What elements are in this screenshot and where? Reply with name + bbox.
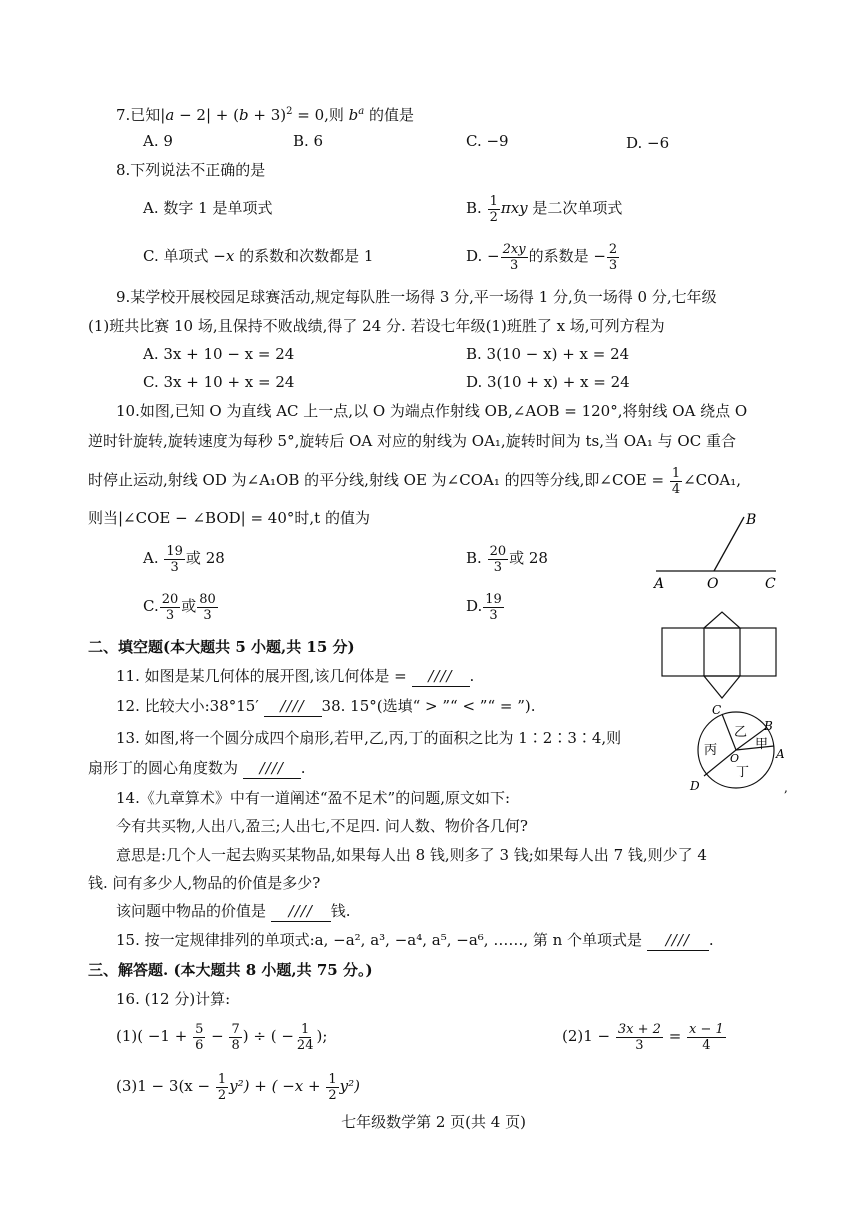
q11-text: 11. 如图是某几何体的展开图,该几何体是 = //// .	[116, 667, 475, 685]
net-bottom-triangle	[704, 676, 740, 698]
net-top-triangle	[704, 612, 740, 628]
q14-line1: 14.《九章算术》中有一道阐述“盈不足术”的问题,原文如下:	[116, 789, 511, 807]
q15-text: 15. 按一定规律排列的单项式:a, −a², a³, −a⁴, a⁵, −a⁶, ……, 第 n 个单项式是 //// .	[116, 931, 714, 949]
q8-stem: 8.下列说法不正确的是	[116, 161, 266, 179]
q9-option-a: A. 3x + 10 − x = 24	[143, 345, 295, 363]
section2-heading: 二、填空题(本大题共 5 小题,共 15 分)	[88, 638, 355, 656]
q15-blank[interactable]: ////	[647, 930, 709, 951]
label-ding: 丁	[736, 765, 750, 780]
q10-option-c: C. $\frac{20}{3}$ 或 $\frac{80}{3}$	[143, 591, 216, 623]
q7-stem: 7.已知$|a - 2| + (b + 3)^2 = 0$,则 $b^a$ 的值是	[116, 106, 415, 124]
q8-option-d: D. − $\frac{2xy}{3}$ 的系数是 − $\frac{2}{3}$	[466, 241, 618, 273]
q8-option-a: A. 数字 1 是单项式	[143, 199, 273, 217]
q10-option-b: B. $\frac{20}{3}$ 或 28	[466, 543, 548, 575]
q11-blank[interactable]: ////	[412, 666, 470, 687]
comma-mark: ,	[784, 781, 788, 795]
q10-line4: 则当|∠COE − ∠BOD| = 40°时,t 的值为	[88, 509, 370, 527]
q13-circle-figure	[682, 700, 792, 800]
q16-stem: 16. (12 分)计算:	[116, 990, 231, 1008]
label-c: C	[765, 576, 776, 592]
q9-line1: 9.某学校开展校园足球赛活动,规定每队胜一场得 3 分,平一场得 1 分,负一场得 0 分,七年级	[116, 288, 717, 306]
q10-option-d: D. $\frac{19}{3}$	[466, 591, 502, 623]
section3-heading: 三、解答题. (本大题共 8 小题,共 75 分。)	[88, 961, 373, 979]
label-o: O	[730, 752, 740, 765]
q9-option-d: D. 3(10 + x) + x = 24	[466, 373, 630, 391]
q12-text: 12. 比较大小:38°15′ //// 38. 15°(选填“ > ”“ < ”“ = ”).	[116, 697, 536, 715]
q7-option-b: B. 6	[293, 132, 324, 150]
label-o: O	[707, 576, 719, 592]
label-d: D	[690, 779, 700, 793]
q16-part1: (1)( −1 + $\frac{5}{6}$ − $\frac{7}{8}$ ) ÷ ( − $\frac{1}{24}$ );	[116, 1021, 328, 1053]
label-a: A	[654, 576, 665, 592]
q8-option-c: C. 单项式 −x 的系数和次数都是 1	[143, 247, 374, 265]
q10-line1: 10.如图,已知 O 为直线 AC 上一点,以 O 为端点作射线 OB,∠AOB = 120°,将射线 OA 绕点 O	[116, 402, 748, 420]
label-bing: 丙	[704, 743, 718, 758]
ray-ob	[714, 517, 744, 571]
q10-option-a: A. $\frac{19}{3}$ 或 28	[143, 543, 225, 575]
q7-option-a: A. 9	[143, 132, 173, 150]
q11-net-figure	[660, 610, 780, 702]
page-footer: 七年级数学第 2 页(共 4 页)	[341, 1113, 526, 1131]
q9-line2: (1)班共比赛 10 场,且保持不败战绩,得了 24 分. 若设七年级(1)班胜了 x 场,可列方程为	[88, 317, 665, 335]
q13-line2: 扇形丁的圆心角度数为 //// .	[88, 759, 306, 777]
q10-line3: 时停止运动,射线 OD 为∠A₁OB 的平分线,射线 OE 为∠COA₁ 的四等分线,即∠COE = $\frac{1}{4}$ ∠COA₁,	[88, 465, 742, 497]
q16-part2: (2)1 − $\frac{3x + 2}{3}$ = $\frac{x - 1}{4}$	[562, 1021, 724, 1053]
label-jia: 甲	[755, 737, 769, 752]
net-outer-rect	[662, 628, 776, 676]
q10-line2: 逆时针旋转,旋转速度为每秒 5°,旋转后 OA 对应的射线为 OA₁,旋转时间为 ts,当 OA₁ 与 OC 重合	[88, 432, 736, 450]
label-yi: 乙	[734, 725, 748, 740]
q16-part3: (3)1 − 3(x − $\frac{1}{2}$ y²) + ( −x + $\frac{1}{2}$ y²)	[116, 1071, 360, 1103]
label-a: A	[776, 747, 785, 761]
label-b: B	[746, 512, 757, 528]
q9-option-b: B. 3(10 − x) + x = 24	[466, 345, 630, 363]
label-c: C	[712, 703, 722, 717]
q14-line2: 今有共买物,人出八,盈三;人出七,不足四. 问人数、物价各几何?	[116, 817, 528, 835]
q14-line4: 钱. 问有多少人,物品的价值是多少?	[88, 874, 321, 892]
q14-line3: 意思是:几个人一起去购买某物品,如果每人出 8 钱,则多了 3 钱;如果每人出 7 钱,则少了 4	[116, 846, 707, 864]
q8-option-b: B. $\frac{1}{2}$ πxy 是二次单项式	[466, 193, 623, 225]
q7-option-c: C. −9	[466, 132, 509, 150]
q13-blank[interactable]: ////	[243, 758, 301, 779]
q14-blank[interactable]: ////	[271, 901, 331, 922]
label-b: B	[764, 719, 773, 733]
q7-option-d: D. −6	[626, 134, 670, 152]
q9-option-c: C. 3x + 10 + x = 24	[143, 373, 295, 391]
q12-blank[interactable]: ////	[264, 696, 322, 717]
q10-angle-figure	[648, 508, 788, 592]
q13-line1: 13. 如图,将一个圆分成四个扇形,若甲,乙,丙,丁的面积之比为 1∶2∶3∶4,则	[116, 729, 622, 747]
q14-line5: 该问题中物品的价值是 //// 钱.	[116, 902, 351, 920]
